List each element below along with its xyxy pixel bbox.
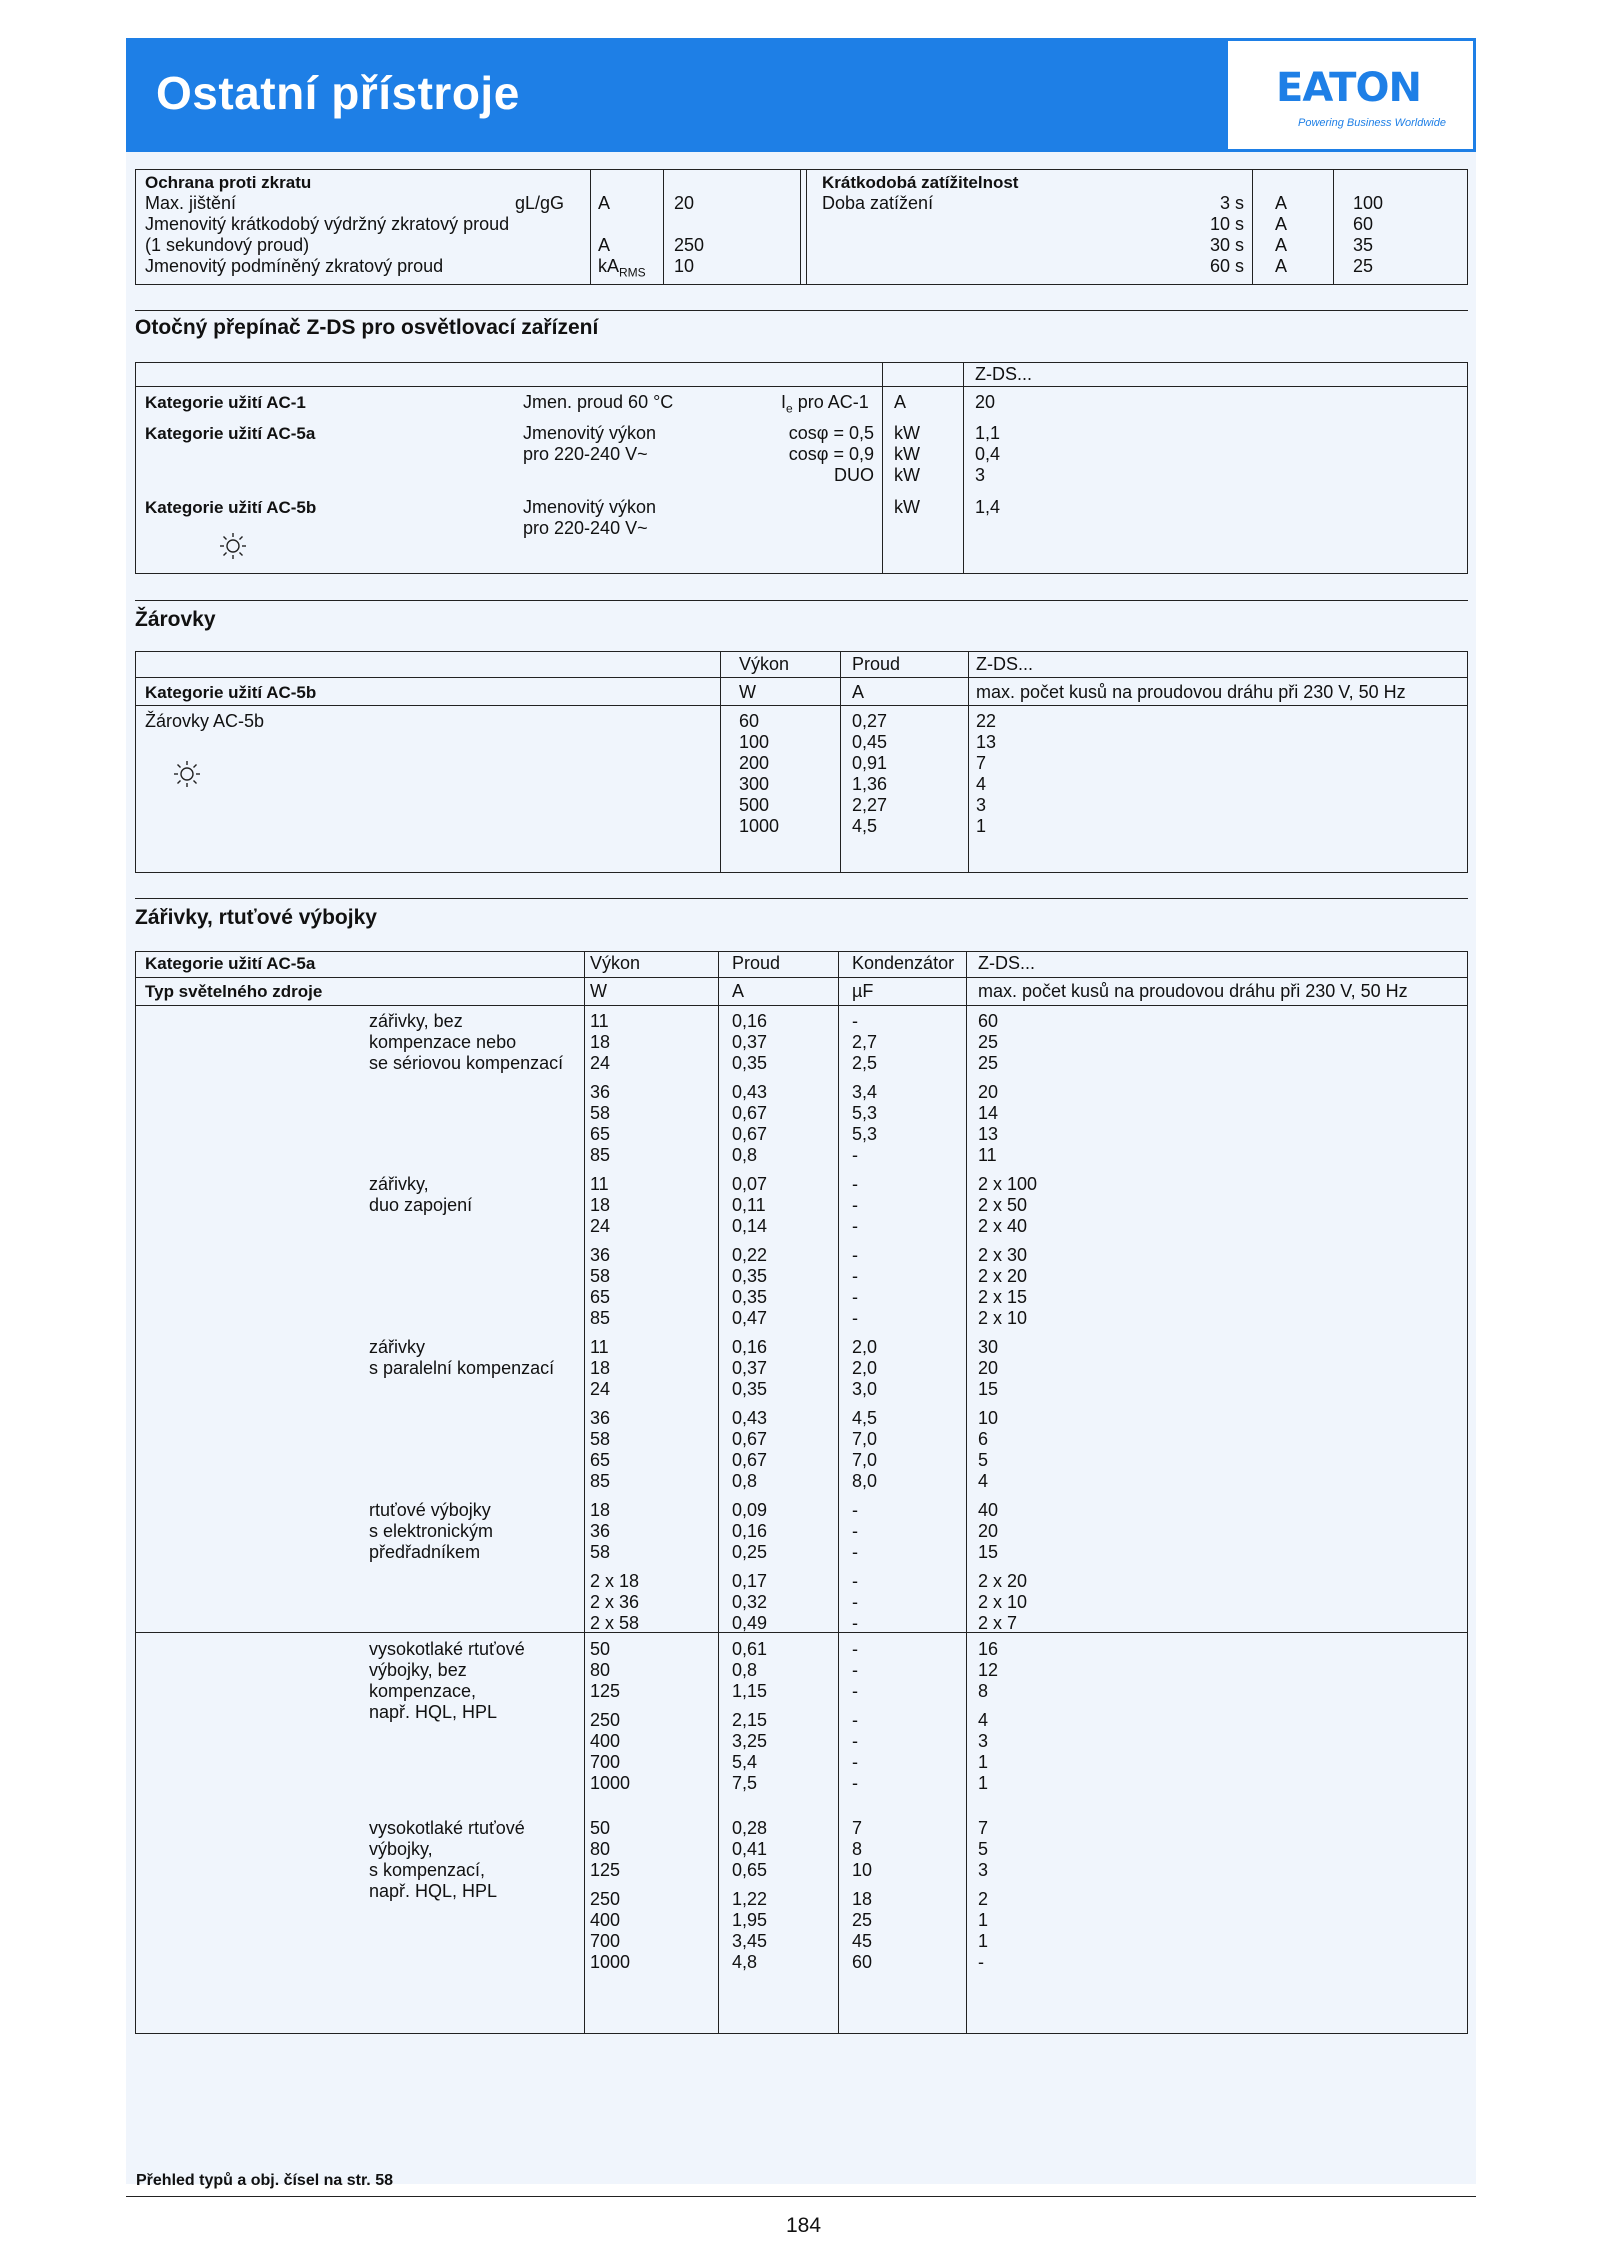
logo-wordmark: EATON xyxy=(1276,65,1421,111)
fluor-cap-cell: - xyxy=(852,1639,858,1659)
fluor-current-cell: 0,17 xyxy=(732,1571,768,1591)
sc-row-extra: gL/gG xyxy=(515,193,565,213)
fluor-cap-cell: 3,0 xyxy=(852,1379,878,1399)
fluor-count-cell: 12 xyxy=(978,1660,999,1680)
ac5b-unit: kW xyxy=(894,497,920,517)
bulbs-section-title: Žárovky xyxy=(135,608,216,631)
fluor-count-cell: 5 xyxy=(978,1450,989,1470)
fluor-header-power: Výkon xyxy=(590,953,641,973)
fluor-current-cell: 0,41 xyxy=(732,1839,768,1859)
fluor-cap-cell: - xyxy=(852,1287,858,1307)
fluor-cap-cell: - xyxy=(852,1681,858,1701)
fluor-power-cell: 400 xyxy=(590,1910,621,1930)
fluor-current-cell: 0,8 xyxy=(732,1660,758,1680)
bulbs-power-cell: 300 xyxy=(739,774,770,794)
ac5a-unit: kW xyxy=(894,465,920,485)
fluor-section-title: Zářivky, rtuťové výbojky xyxy=(135,906,377,929)
fluor-group-desc: výbojky, bez xyxy=(369,1660,467,1680)
fluor-power-cell: 36 xyxy=(590,1408,611,1428)
load-value: 60 xyxy=(1353,214,1374,234)
fluor-cap-cell: 7,0 xyxy=(852,1429,878,1449)
fluor-power-cell: 125 xyxy=(590,1681,621,1701)
fluor-header-current: Proud xyxy=(732,953,781,973)
fluor-group-desc: zářivky xyxy=(369,1337,426,1357)
ac5a-label: Kategorie užití AC-5a xyxy=(145,424,316,443)
fluor-power-cell: 58 xyxy=(590,1266,611,1286)
fluor-count-cell: 20 xyxy=(978,1521,999,1541)
fluor-current-cell: 0,07 xyxy=(732,1174,768,1194)
page-title: Ostatní přístroje xyxy=(156,67,520,119)
fluor-current-cell: 0,67 xyxy=(732,1124,768,1144)
load-unit: A xyxy=(1275,193,1288,213)
fluor-count-cell: 2 x 7 xyxy=(978,1613,1018,1633)
fluor-cap-cell: 8 xyxy=(852,1839,863,1859)
bulbs-current-cell: 0,27 xyxy=(852,711,888,731)
ac5b-label: Kategorie užití AC-5b xyxy=(145,498,317,517)
fluor-power-cell: 18 xyxy=(590,1358,611,1378)
ac5a-desc: Jmenovitý výkon xyxy=(523,423,657,443)
fluor-header-cap: Kondenzátor xyxy=(852,953,955,973)
fluor-count-cell: 30 xyxy=(978,1337,999,1357)
fluor-cap-cell: - xyxy=(852,1216,858,1236)
fluor-count-cell: 20 xyxy=(978,1082,999,1102)
fluor-unit-count: max. počet kusů na proudovou dráhu při 230 V, 50 Hz xyxy=(978,981,1408,1001)
bulbs-count-cell: 1 xyxy=(976,816,987,836)
fluor-count-cell: 25 xyxy=(978,1032,999,1052)
fluor-current-cell: 2,15 xyxy=(732,1710,768,1730)
sc-row-label: Max. jištění xyxy=(145,193,237,213)
sc-row-value: 250 xyxy=(674,235,705,255)
ac5a-desc: pro 220-240 V~ xyxy=(523,444,648,464)
fluor-power-cell: 58 xyxy=(590,1103,611,1123)
ac5a-param: cosφ = 0,9 xyxy=(788,444,874,464)
bulbs-count-cell: 4 xyxy=(976,774,987,794)
bulbs-count-cell: 7 xyxy=(976,753,987,773)
fluor-current-cell: 3,45 xyxy=(732,1931,768,1951)
fluor-cap-cell: 45 xyxy=(852,1931,873,1951)
fluor-current-cell: 0,67 xyxy=(732,1429,768,1449)
fluor-current-cell: 0,61 xyxy=(732,1639,768,1659)
fluor-power-cell: 18 xyxy=(590,1195,611,1215)
fluor-current-cell: 0,8 xyxy=(732,1471,758,1491)
load-time: 60 s xyxy=(1209,256,1244,276)
fluor-power-cell: 2 x 18 xyxy=(590,1571,640,1591)
fluor-current-cell: 3,25 xyxy=(732,1731,768,1751)
ac5a-param: cosφ = 0,5 xyxy=(788,423,874,443)
fluor-count-cell: 20 xyxy=(978,1358,999,1378)
fluor-count-cell: 8 xyxy=(978,1681,989,1701)
fluor-group-desc: kompenzace nebo xyxy=(369,1032,517,1052)
fluor-cap-cell: 3,4 xyxy=(852,1082,878,1102)
fluor-power-cell: 85 xyxy=(590,1471,611,1491)
fluor-power-cell: 24 xyxy=(590,1216,611,1236)
fluor-power-cell: 400 xyxy=(590,1731,621,1751)
bulbs-header-current: Proud xyxy=(852,654,901,674)
fluor-current-cell: 0,28 xyxy=(732,1818,768,1838)
fluor-cap-cell: - xyxy=(852,1613,858,1633)
ac5a-value: 3 xyxy=(975,465,986,485)
fluor-count-cell: 60 xyxy=(978,1011,999,1031)
fluor-count-cell: 40 xyxy=(978,1500,999,1520)
fluor-group-desc: duo zapojení xyxy=(369,1195,473,1215)
ac5b-desc: pro 220-240 V~ xyxy=(523,518,648,538)
fluor-power-cell: 250 xyxy=(590,1710,621,1730)
fluor-cap-cell: 10 xyxy=(852,1860,873,1880)
fluor-current-cell: 0,47 xyxy=(732,1308,768,1328)
fluor-count-cell: 2 x 15 xyxy=(978,1287,1028,1307)
fluor-unit-cap: µF xyxy=(852,981,874,1001)
fluor-count-cell: 2 x 50 xyxy=(978,1195,1028,1215)
fluor-cap-cell: 5,3 xyxy=(852,1103,878,1123)
bulbs-power-cell: 200 xyxy=(739,753,770,773)
load-time: 10 s xyxy=(1209,214,1244,234)
fluor-header-zds: Z-DS... xyxy=(978,953,1035,973)
fluor-cap-cell: - xyxy=(852,1500,858,1520)
fluor-power-cell: 58 xyxy=(590,1542,611,1562)
fluor-power-cell: 50 xyxy=(590,1818,611,1838)
fluor-count-cell: 2 x 10 xyxy=(978,1592,1028,1612)
fluor-current-cell: 0,67 xyxy=(732,1450,768,1470)
bulbs-count-cell: 22 xyxy=(976,711,997,731)
fluor-current-cell: 1,22 xyxy=(732,1889,768,1909)
fluor-cap-cell: 2,0 xyxy=(852,1358,878,1378)
fluor-count-cell: 2 x 40 xyxy=(978,1216,1028,1236)
fluor-current-cell: 0,11 xyxy=(732,1195,766,1215)
fluor-current-cell: 0,22 xyxy=(732,1245,768,1265)
fluor-power-cell: 36 xyxy=(590,1082,611,1102)
fluor-current-cell: 0,25 xyxy=(732,1542,768,1562)
fluor-power-cell: 11 xyxy=(590,1174,609,1194)
load-value: 25 xyxy=(1353,256,1374,276)
fluor-current-cell: 0,14 xyxy=(732,1216,768,1236)
fluor-cap-cell: 5,3 xyxy=(852,1124,878,1144)
fluor-power-cell: 85 xyxy=(590,1308,611,1328)
fluor-power-cell: 36 xyxy=(590,1521,611,1541)
fluor-count-cell: 1 xyxy=(978,1910,989,1930)
fluor-cap-cell: - xyxy=(852,1195,858,1215)
fluor-group-desc: vysokotlaké rtuťové xyxy=(369,1818,525,1838)
bulbs-current-cell: 4,5 xyxy=(852,816,878,836)
fluor-group-desc: výbojky, xyxy=(369,1839,433,1859)
fluor-count-cell: 2 xyxy=(978,1889,989,1909)
short-circuit-heading: Ochrana proti zkratu xyxy=(145,173,312,192)
fluor-count-cell: - xyxy=(978,1952,984,1972)
fluor-power-cell: 80 xyxy=(590,1660,611,1680)
sc-row-label: (1 sekundový proud) xyxy=(145,235,310,255)
fluor-current-cell: 0,35 xyxy=(732,1266,768,1286)
bulbs-power-cell: 1000 xyxy=(739,816,780,836)
fluor-cap-cell: - xyxy=(852,1592,858,1612)
bulbs-current-cell: 2,27 xyxy=(852,795,888,815)
fluor-power-cell: 2 x 58 xyxy=(590,1613,640,1633)
fluor-count-cell: 14 xyxy=(978,1103,999,1123)
fluor-count-cell: 6 xyxy=(978,1429,989,1449)
sc-row-value: 10 xyxy=(674,256,695,276)
fluor-current-cell: 0,16 xyxy=(732,1521,768,1541)
fluor-current-cell: 0,49 xyxy=(732,1613,768,1633)
fluor-current-cell: 0,37 xyxy=(732,1032,768,1052)
bulbs-current-cell: 0,45 xyxy=(852,732,888,752)
fluor-current-cell: 0,35 xyxy=(732,1379,768,1399)
page-number: 184 xyxy=(786,2214,822,2237)
fluor-power-cell: 36 xyxy=(590,1245,611,1265)
fluor-group-desc: např. HQL, HPL xyxy=(369,1702,498,1722)
fluor-current-cell: 0,16 xyxy=(732,1337,768,1357)
fluor-current-cell: 1,95 xyxy=(732,1910,768,1930)
ac5a-value: 1,1 xyxy=(975,423,1001,443)
fluor-count-cell: 15 xyxy=(978,1542,999,1562)
fluor-current-cell: 0,65 xyxy=(732,1860,768,1880)
fluor-count-cell: 25 xyxy=(978,1053,999,1073)
fluor-group-desc: zářivky, bez xyxy=(369,1011,463,1031)
fluor-count-cell: 16 xyxy=(978,1639,999,1659)
fluor-group-desc: s elektronickým xyxy=(369,1521,494,1541)
fluor-cap-cell: - xyxy=(852,1521,858,1541)
fluor-power-cell: 18 xyxy=(590,1500,611,1520)
fluor-cap-cell: - xyxy=(852,1308,858,1328)
fluor-cap-cell: - xyxy=(852,1752,858,1772)
fluor-power-cell: 58 xyxy=(590,1429,611,1449)
fluor-cap-cell: 7,0 xyxy=(852,1450,878,1470)
bulbs-unit-count: max. počet kusů na proudovou dráhu při 230 V, 50 Hz xyxy=(976,682,1406,702)
fluor-cap-cell: - xyxy=(852,1773,858,1793)
sc-row-label: Jmenovitý krátkodobý výdržný zkratový proud xyxy=(145,214,510,234)
fluor-power-cell: 700 xyxy=(590,1752,621,1772)
fluor-power-cell: 2 x 36 xyxy=(590,1592,640,1612)
fluor-power-cell: 85 xyxy=(590,1145,611,1165)
bulbs-power-cell: 500 xyxy=(739,795,770,815)
fluor-power-cell: 24 xyxy=(590,1379,611,1399)
bulbs-count-cell: 13 xyxy=(976,732,997,752)
footnote: Přehled typů a obj. čísel na str. 58 xyxy=(136,2172,393,2189)
load-time: 3 s xyxy=(1219,193,1244,213)
fluor-cat-label: Kategorie užití AC-5a xyxy=(145,954,316,973)
fluor-current-cell: 0,43 xyxy=(732,1408,768,1428)
fluor-count-cell: 4 xyxy=(978,1710,989,1730)
fluor-group-desc: předřadníkem xyxy=(369,1542,481,1562)
fluor-group-desc: rtuťové výbojky xyxy=(369,1500,491,1520)
fluor-power-cell: 250 xyxy=(590,1889,621,1909)
fluor-current-cell: 5,4 xyxy=(732,1752,758,1772)
bulbs-unit-power: W xyxy=(739,682,756,702)
ac1-label: Kategorie užití AC-1 xyxy=(145,393,306,412)
fluor-cap-cell: - xyxy=(852,1660,858,1680)
fluor-count-cell: 4 xyxy=(978,1471,989,1491)
ac5a-unit: kW xyxy=(894,444,920,464)
fluor-current-cell: 0,67 xyxy=(732,1103,768,1123)
ac1-value: 20 xyxy=(975,392,996,412)
fluor-cap-cell: - xyxy=(852,1571,858,1591)
lamp-icon xyxy=(172,759,202,789)
fluor-count-cell: 5 xyxy=(978,1839,989,1859)
fluor-power-cell: 125 xyxy=(590,1860,621,1880)
lamp-icon xyxy=(218,531,248,561)
bulbs-power-cell: 100 xyxy=(739,732,770,752)
fluor-cap-cell: - xyxy=(852,1731,858,1751)
fluor-cap-cell: - xyxy=(852,1245,858,1265)
fluor-cap-cell: - xyxy=(852,1174,858,1194)
fluor-power-cell: 24 xyxy=(590,1053,611,1073)
ac5b-value: 1,4 xyxy=(975,497,1001,517)
fluor-power-cell: 50 xyxy=(590,1639,611,1659)
bulbs-header-zds: Z-DS... xyxy=(976,654,1033,674)
fluor-group-desc: zářivky, xyxy=(369,1174,429,1194)
fluor-current-cell: 1,15 xyxy=(732,1681,768,1701)
fluor-cap-cell: 7 xyxy=(852,1818,863,1838)
fluor-count-cell: 2 x 10 xyxy=(978,1308,1028,1328)
fluor-count-cell: 3 xyxy=(978,1731,989,1751)
fluor-current-cell: 0,35 xyxy=(732,1287,768,1307)
ac1-param: $I_e$ pro AC-1 xyxy=(781,392,869,416)
ac5a-unit: kW xyxy=(894,423,920,443)
fluor-table xyxy=(135,951,1468,2034)
fluor-group-desc: s paralelní kompenzací xyxy=(369,1358,555,1378)
fluor-power-cell: 1000 xyxy=(590,1952,631,1972)
fluor-count-cell: 3 xyxy=(978,1860,989,1880)
fluor-count-cell: 1 xyxy=(978,1752,989,1772)
fluor-power-cell: 65 xyxy=(590,1450,611,1470)
fluor-count-cell: 2 x 30 xyxy=(978,1245,1028,1265)
load-label: Doba zatížení xyxy=(822,193,934,213)
load-heading: Krátkodobá zatížitelnost xyxy=(822,173,1019,192)
fluor-cap-cell: 60 xyxy=(852,1952,873,1972)
load-value: 35 xyxy=(1353,235,1374,255)
fluor-count-cell: 11 xyxy=(978,1145,997,1165)
fluor-cap-cell: 25 xyxy=(852,1910,873,1930)
fluor-group-desc: se sériovou kompenzací xyxy=(369,1053,564,1073)
bulbs-current-cell: 0,91 xyxy=(852,753,888,773)
fluor-current-cell: 0,8 xyxy=(732,1145,758,1165)
bulbs-row-label: Žárovky AC-5b xyxy=(145,711,265,731)
fluor-cap-cell: - xyxy=(852,1266,858,1286)
load-unit: A xyxy=(1275,256,1288,276)
sc-row-label: Jmenovitý podmíněný zkratový proud xyxy=(145,256,444,276)
sc-row-unit: A xyxy=(598,235,611,255)
fluor-unit-current: A xyxy=(732,981,745,1001)
ac1-desc: Jmen. proud 60 °C xyxy=(523,392,674,412)
zds-col-header: Z-DS... xyxy=(975,364,1032,384)
fluor-power-cell: 80 xyxy=(590,1839,611,1859)
fluor-cap-cell: - xyxy=(852,1542,858,1562)
fluor-power-cell: 700 xyxy=(590,1931,621,1951)
ac5b-desc: Jmenovitý výkon xyxy=(523,497,657,517)
fluor-cap-cell: - xyxy=(852,1710,858,1730)
fluor-cap-cell: 2,7 xyxy=(852,1032,878,1052)
zds-section-title: Otočný přepínač Z-DS pro osvětlovací zařízení xyxy=(135,316,599,339)
fluor-group-desc: vysokotlaké rtuťové xyxy=(369,1639,525,1659)
eaton-logo xyxy=(1228,41,1473,149)
bulbs-count-cell: 3 xyxy=(976,795,987,815)
bulbs-cat-label: Kategorie užití AC-5b xyxy=(145,683,317,702)
fluor-power-cell: 65 xyxy=(590,1124,611,1144)
fluor-power-cell: 65 xyxy=(590,1287,611,1307)
sc-row-unit: $kA_{RMS}$ xyxy=(598,256,646,280)
fluor-cap-cell: - xyxy=(852,1145,858,1165)
fluor-group-desc: s kompenzací, xyxy=(369,1860,486,1880)
fluor-count-cell: 15 xyxy=(978,1379,999,1399)
sc-row-unit: A xyxy=(598,193,611,213)
fluor-count-cell: 10 xyxy=(978,1408,999,1428)
fluor-current-cell: 0,37 xyxy=(732,1358,768,1378)
fluor-power-cell: 11 xyxy=(590,1337,609,1357)
bulbs-current-cell: 1,36 xyxy=(852,774,888,794)
ac5a-value: 0,4 xyxy=(975,444,1001,464)
fluor-cap-cell: 18 xyxy=(852,1889,873,1909)
fluor-power-cell: 11 xyxy=(590,1011,609,1031)
fluor-count-cell: 1 xyxy=(978,1773,989,1793)
fluor-type-label: Typ světelného zdroje xyxy=(145,982,323,1001)
fluor-count-cell: 1 xyxy=(978,1931,989,1951)
fluor-current-cell: 4,8 xyxy=(732,1952,758,1972)
fluor-cap-cell: - xyxy=(852,1011,858,1031)
fluor-current-cell: 0,09 xyxy=(732,1500,768,1520)
page-header xyxy=(126,38,1476,152)
load-value: 100 xyxy=(1353,193,1384,213)
fluor-count-cell: 13 xyxy=(978,1124,999,1144)
fluor-cap-cell: 2,5 xyxy=(852,1053,878,1073)
bulbs-unit-current: A xyxy=(852,682,865,702)
bulbs-header-power: Výkon xyxy=(739,654,790,674)
fluor-current-cell: 7,5 xyxy=(732,1773,758,1793)
fluor-count-cell: 7 xyxy=(978,1818,989,1838)
ac5a-param: DUO xyxy=(834,465,874,485)
load-unit: A xyxy=(1275,214,1288,234)
fluor-count-cell: 2 x 20 xyxy=(978,1571,1028,1591)
load-unit: A xyxy=(1275,235,1288,255)
fluor-count-cell: 2 x 100 xyxy=(978,1174,1038,1194)
sc-row-value: 20 xyxy=(674,193,695,213)
fluor-group-desc: kompenzace, xyxy=(369,1681,477,1701)
fluor-count-cell: 2 x 20 xyxy=(978,1266,1028,1286)
fluor-unit-power: W xyxy=(590,981,607,1001)
load-time: 30 s xyxy=(1209,235,1244,255)
fluor-cap-cell: 8,0 xyxy=(852,1471,878,1491)
ac1-unit: A xyxy=(894,392,907,412)
fluor-cap-cell: 4,5 xyxy=(852,1408,878,1428)
fluor-current-cell: 0,16 xyxy=(732,1011,768,1031)
fluor-current-cell: 0,35 xyxy=(732,1053,768,1073)
logo-tagline: Powering Business Worldwide xyxy=(1298,117,1446,129)
bulbs-power-cell: 60 xyxy=(739,711,760,731)
fluor-current-cell: 0,32 xyxy=(732,1592,768,1612)
fluor-power-cell: 18 xyxy=(590,1032,611,1052)
fluor-group-desc: např. HQL, HPL xyxy=(369,1881,498,1901)
fluor-current-cell: 0,43 xyxy=(732,1082,768,1102)
fluor-power-cell: 1000 xyxy=(590,1773,631,1793)
fluor-cap-cell: 2,0 xyxy=(852,1337,878,1357)
